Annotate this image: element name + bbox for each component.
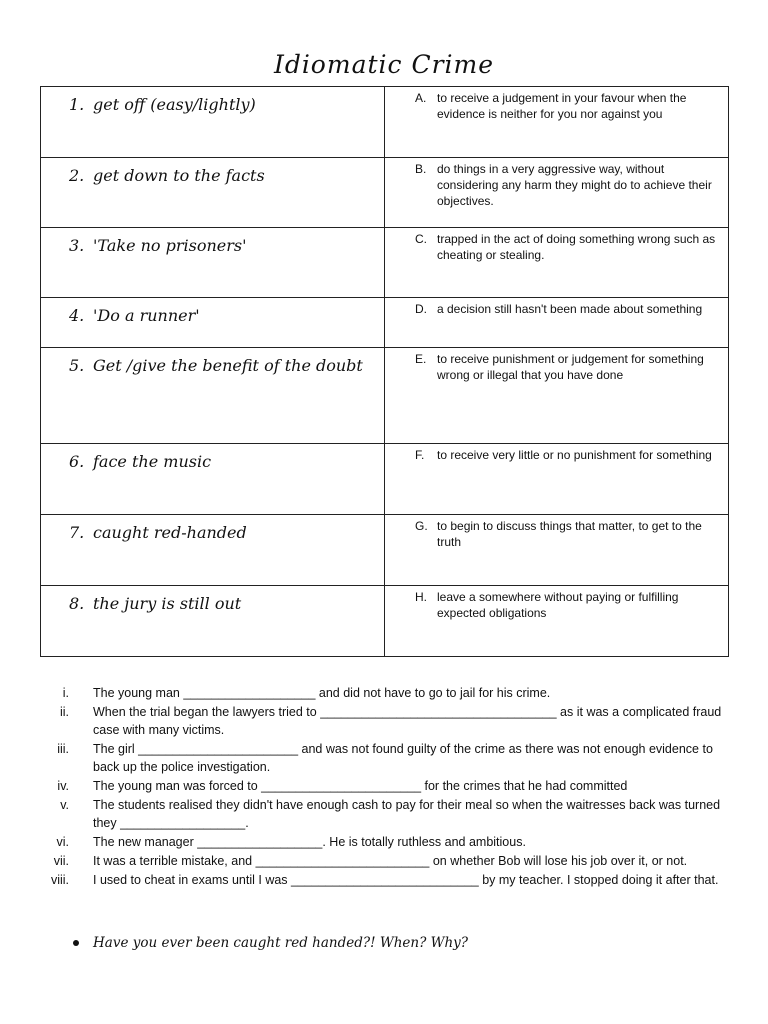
definition-cell [385, 444, 729, 515]
definition-text: do things in a very aggressive way, without considering any harm they might do to achieve their objectives. [437, 162, 712, 208]
idiom-cell [41, 228, 385, 298]
table-row [41, 298, 729, 348]
idiom-number: 6. [69, 452, 85, 471]
table-row [41, 444, 729, 515]
fill-in-sentences [40, 684, 730, 890]
definition-letter: F. [415, 448, 425, 462]
list-item [40, 703, 730, 739]
idiom-number: 1. [69, 95, 85, 114]
idiom-number: 4. [69, 306, 85, 325]
definition-letter: D. [415, 302, 427, 316]
table-row [41, 515, 729, 586]
sentence-text: The young man was forced to _______________________ for the crimes that he had committed [93, 779, 628, 793]
sentence-number: ii. [59, 705, 69, 719]
idiom-cell [41, 158, 385, 228]
list-item [40, 684, 730, 702]
sentence-number: i. [62, 686, 69, 700]
definition-cell [385, 515, 729, 586]
idiom-cell [41, 515, 385, 586]
definition-text: leave a somewhere without paying or fulfilling expected obligations [437, 590, 679, 620]
sentence-number: viii. [50, 873, 69, 887]
table-row [41, 586, 729, 657]
discussion-question [73, 935, 723, 951]
matching-table [40, 86, 729, 657]
bullet-icon [73, 940, 79, 946]
definition-cell [385, 586, 729, 657]
definition-cell [385, 158, 729, 228]
idiom-cell [41, 348, 385, 444]
idiom-text: Get /give the benefit of the doubt [93, 356, 363, 375]
definition-text: trapped in the act of doing something wrong such as cheating or stealing. [437, 232, 716, 262]
question-text: Have you ever been caught red handed?! When? Why? [93, 935, 469, 951]
definition-cell [385, 228, 729, 298]
sentence-text: The young man ___________________ and did not have to go to jail for his crime. [93, 686, 551, 700]
idiom-text: the jury is still out [93, 594, 242, 613]
definition-letter: C. [415, 232, 427, 246]
table-row [41, 348, 729, 444]
definition-letter: H. [415, 590, 427, 604]
table-row [41, 158, 729, 228]
list-item [40, 833, 730, 851]
list-item [40, 777, 730, 795]
idiom-number: 7. [69, 523, 85, 542]
definition-letter: A. [415, 91, 427, 105]
idiom-cell [41, 586, 385, 657]
idiom-text: 'Do a runner' [93, 306, 200, 325]
idiom-cell [41, 87, 385, 158]
definition-letter: B. [415, 162, 427, 176]
sentence-text: It was a terrible mistake, and _________________________ on whether Bob will lose his job over it, or not. [93, 854, 688, 868]
idiom-number: 8. [69, 594, 85, 613]
idiom-text: 'Take no prisoners' [93, 236, 247, 255]
sentence-text: When the trial began the lawyers tried to __________________________________ as it was a complicated fraud case with many victims. [93, 705, 722, 737]
sentence-number: iv. [57, 779, 69, 793]
definition-cell [385, 87, 729, 158]
definition-text: to receive very little or no punishment for something [437, 448, 712, 462]
list-item [40, 796, 730, 832]
definition-text: a decision still hasn't been made about something [437, 302, 703, 316]
list-item [40, 852, 730, 870]
definition-text: to receive a judgement in your favour when the evidence is neither for you nor against you [437, 91, 687, 121]
list-item [40, 871, 730, 889]
list-item [40, 740, 730, 776]
definition-letter: E. [415, 352, 427, 366]
table-row [41, 87, 729, 158]
idiom-number: 5. [69, 356, 85, 375]
idiom-cell [41, 444, 385, 515]
sentence-number: vii. [53, 854, 69, 868]
definition-cell [385, 298, 729, 348]
sentence-text: The girl _______________________ and was not found guilty of the crime as there was not enough evidence to back up the police investigation. [93, 742, 713, 774]
idiom-text: caught red-handed [93, 523, 247, 542]
sentence-number: iii. [57, 742, 69, 756]
idiom-text: get down to the facts [93, 166, 265, 185]
idiom-number: 3. [69, 236, 85, 255]
sentence-number: vi. [56, 835, 69, 849]
definition-text: to begin to discuss things that matter, to get to the truth [437, 519, 702, 549]
sentence-number: v. [60, 798, 69, 812]
sentence-text: I used to cheat in exams until I was ___________________________ by my teacher. I stopped doing it after that. [93, 873, 719, 887]
sentence-text: The new manager __________________. He is totally ruthless and ambitious. [93, 835, 526, 849]
table-row [41, 228, 729, 298]
idiom-number: 2. [69, 166, 85, 185]
worksheet-title: Idiomatic Crime [273, 50, 495, 79]
idiom-text: face the music [93, 452, 212, 471]
definition-letter: G. [415, 519, 428, 533]
definition-text: to receive punishment or judgement for something wrong or illegal that you have done [437, 352, 704, 382]
idiom-text: get off (easy/lightly) [93, 95, 256, 114]
idiom-cell [41, 298, 385, 348]
sentence-text: The students realised they didn't have enough cash to pay for their meal so when the waitresses back was turned they __________________. [93, 798, 721, 830]
definition-cell [385, 348, 729, 444]
